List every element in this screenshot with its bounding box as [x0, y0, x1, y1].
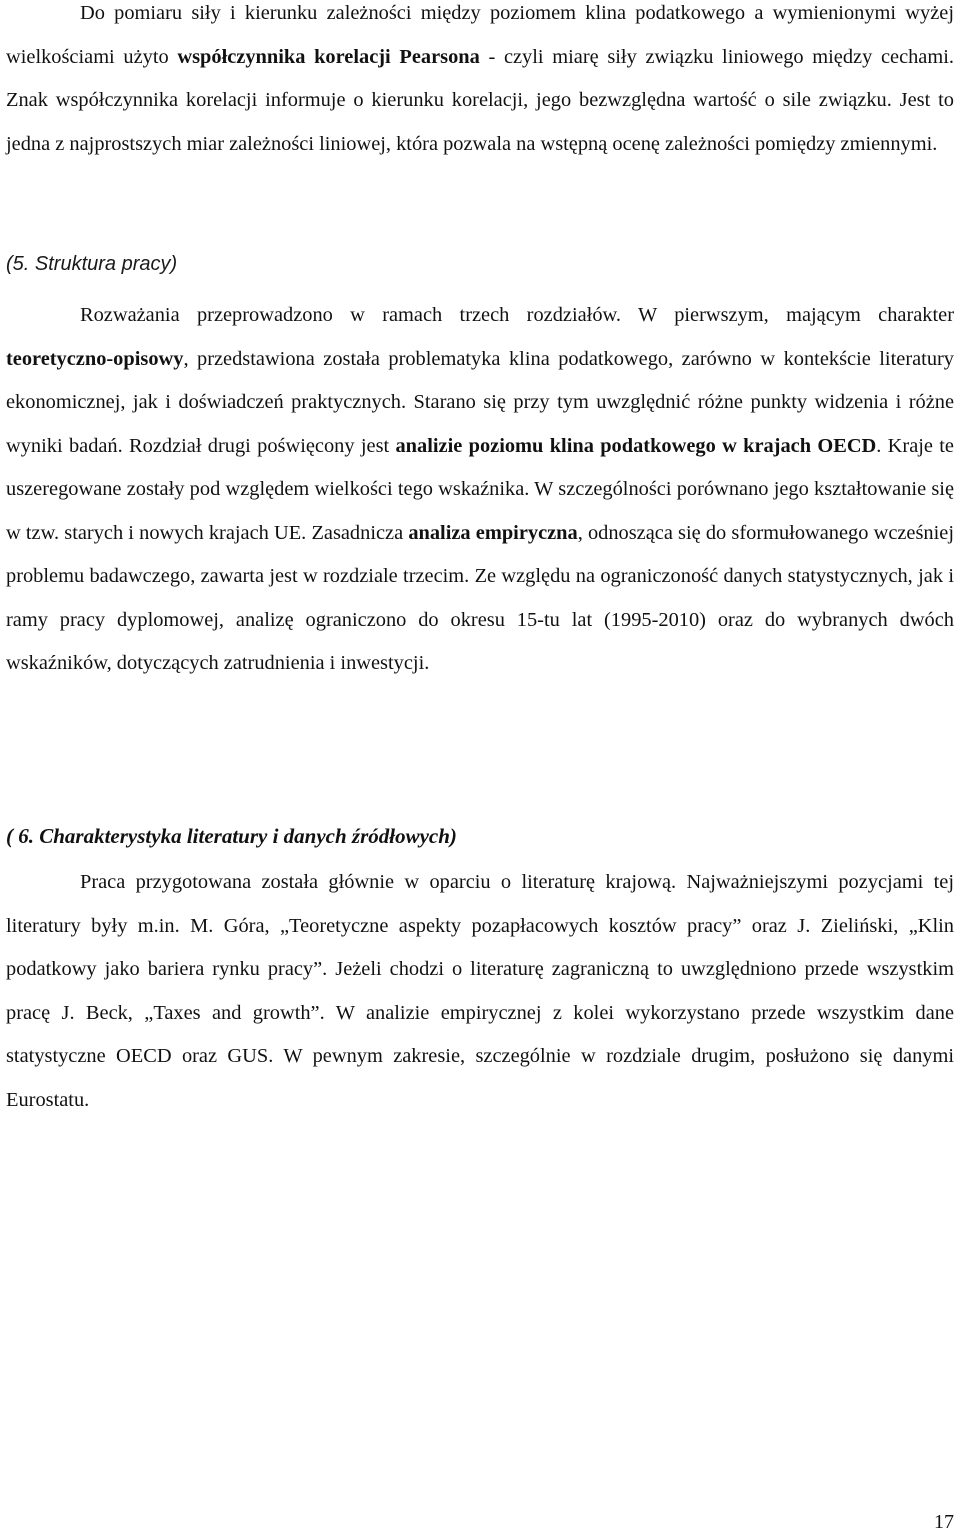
paragraph-text: Rozważania przeprowadzono w ramach trzech rozdziałów. W pierwszym, mającym charakter — [80, 304, 954, 326]
bold-term: analiza empiryczna — [408, 521, 578, 544]
paragraph-text: - czyli miarę siły związku liniowego między cechami. Znak współczynnika korelacji informuje o kierunku korelacji, jego bezwzględna wartość o sile związku. Jest to jedna z najprostszych miar zależności liniowej, która pozwala na wstępną ocenę zależności pomiędzy zmiennymi. — [6, 45, 954, 155]
section-heading-literature: ( 6. Charakterystyka literatury i danych źródłowych) — [6, 824, 457, 848]
bold-term: teoretyczno-opisowy — [6, 347, 184, 370]
paragraph-text: Praca przygotowana została głównie w oparciu o literaturę krajową. Najważniejszymi pozycjami tej literatury były m.in. M. Góra, „Teoretyczne aspekty pozapłacowych kosztów pracy” oraz J. Zieliński, „Klin podatkowy jako bariera rynku pracy”. Jeżeli chodzi o literaturę zagraniczną to uwzględniono przede wszystkim pracę J. Beck, „Taxes and growth”. W analizie empirycznej z kolei wykorzystano przede wszystkim dane statystyczne OECD oraz GUS. W pewnym zakresie, szczególnie w rozdziale drugim, posłużono się danymi Eurostatu. — [6, 871, 954, 1111]
section-heading-structure: (5. Struktura pracy) — [6, 253, 178, 275]
paragraph-text: Do pomiaru siły i kierunku zależności między poziomem klina podatkowego a wymienionymi wyżej wielkościami użyto — [6, 2, 954, 68]
bold-term: współczynnika korelacji Pearsona — [177, 45, 480, 68]
paragraph-pearson-correlation — [6, 0, 954, 166]
paragraph-text: , przedstawiona została problematyka klina podatkowego, zarówno w kontekście literatury ekonomicznej, jak i doświadczeń praktycznych. Starano się przy tym uwzględnić różne punkty widzenia i różne wyniki badań. Rozdział drugi poświęcony jest — [6, 347, 954, 457]
paragraph-structure — [6, 294, 954, 686]
bold-term: analizie poziomu klina podatkowego w krajach OECD — [395, 434, 877, 457]
paragraph-literature — [6, 861, 954, 1122]
page-number: 17 — [934, 1511, 954, 1533]
paragraph-text: . Kraje te uszeregowane zostały pod względem wielkości tego wskaźnika. W szczególności porównano jego kształtowanie się w tzw. starych i nowych krajach UE. Zasadnicza — [6, 434, 954, 544]
paragraph-text: , odnosząca się do sformułowanego wcześniej problemu badawczego, zawarta jest w rozdziale trzecim. Ze względu na ograniczoność danych statystycznych, jak i ramy pracy dyplomowej, analizę ograniczono do okresu 15-tu lat (1995-2010) oraz do wybranych dwóch wskaźników, dotyczących zatrudnienia i inwestycji. — [6, 521, 954, 674]
